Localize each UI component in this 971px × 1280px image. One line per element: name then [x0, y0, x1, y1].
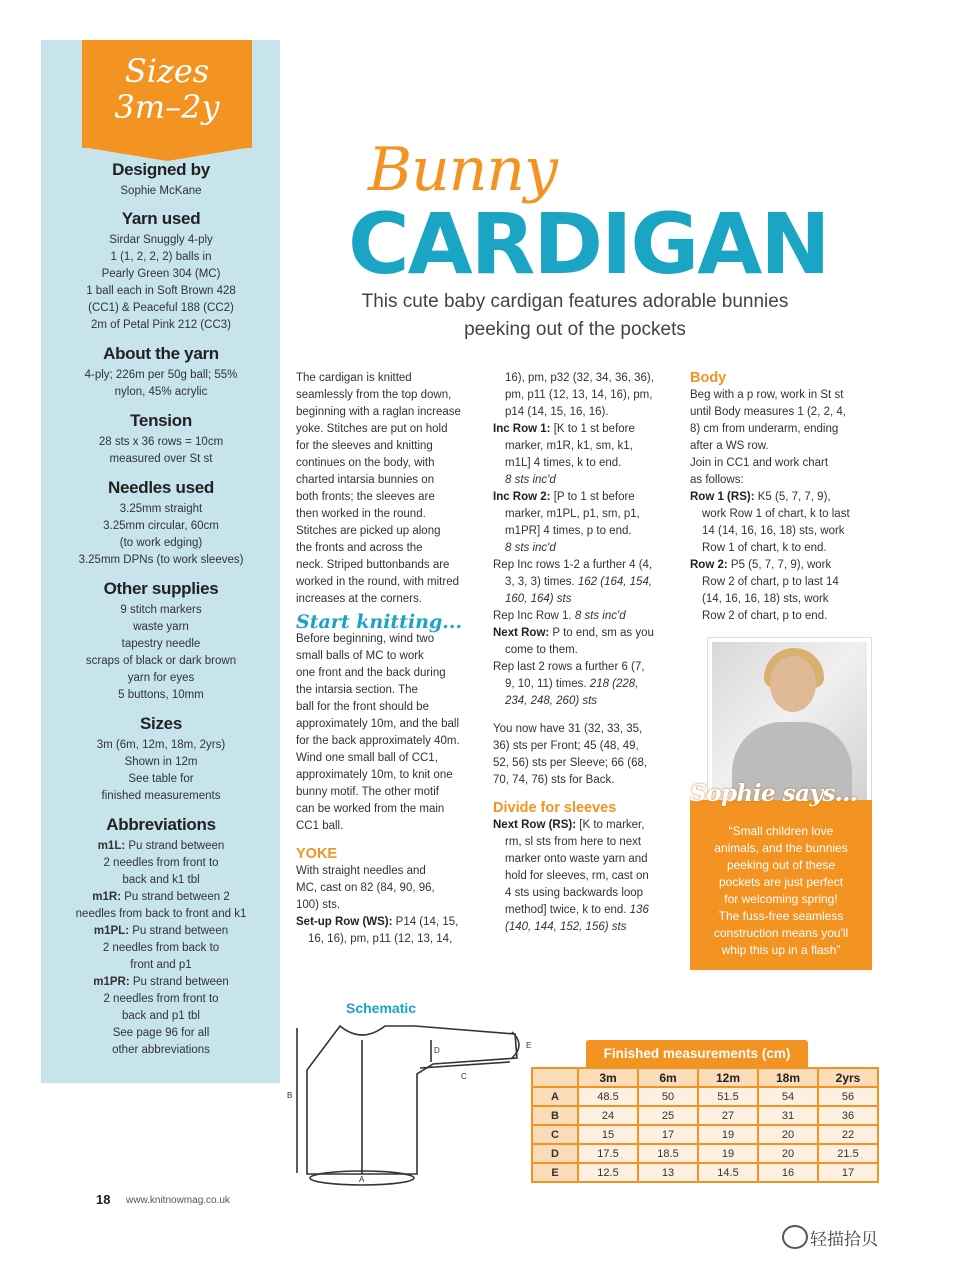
body-line: m1PR] 4 times, p to end.: [505, 525, 632, 537]
section-line: Sophie McKane: [120, 185, 202, 197]
table-cell: 12.5: [578, 1163, 638, 1182]
body-line: [493, 472, 685, 489]
body-line: continues on the body, with: [296, 457, 435, 469]
body-line: come to them.: [505, 644, 578, 656]
section-line: 9 stitch markers: [120, 604, 202, 616]
abbrev-line: [55, 923, 267, 940]
designed-by-section: [55, 160, 267, 200]
body-line: ball for the front should be: [296, 701, 429, 713]
schematic-diagram: [285, 1018, 535, 1188]
other-supplies-section: [55, 579, 267, 704]
row-text: [P to 1 st before: [550, 491, 635, 503]
table-row: [532, 1106, 878, 1125]
body-line: marker, m1PL, p1, sm, p1,: [505, 508, 640, 520]
table-cell: 54: [758, 1087, 818, 1106]
body-line: the intarsia section. The: [296, 684, 418, 696]
row-text: 3, 3, 3) times.: [505, 576, 578, 588]
section-line: 28 sts x 36 rows = 10cm: [98, 436, 224, 448]
column-header: 12m: [698, 1068, 758, 1087]
body-line: You now have 31 (32, 33, 35,: [493, 723, 643, 735]
body-line: seamlessly from the top down,: [296, 389, 452, 401]
table-cell: 14.5: [698, 1163, 758, 1182]
abbrev-line: back and k1 tbl: [122, 874, 200, 886]
section-line: yarn for eyes: [127, 672, 195, 684]
abbrev-def: Pu strand between: [125, 840, 225, 852]
stitch-count: 160, 164) sts: [505, 593, 572, 605]
column-3: [690, 370, 875, 625]
abbrev-term: m1L:: [97, 840, 126, 852]
column-header: 6m: [638, 1068, 698, 1087]
label-b: B: [287, 1091, 293, 1100]
quote-line: whip this up in a flash”: [721, 943, 841, 957]
stitch-count: 8 sts inc'd: [505, 474, 556, 486]
abbrev-def: Pu strand between: [129, 925, 229, 937]
section-line: 3.25mm DPNs (to work sleeves): [78, 554, 244, 566]
row-text: P14 (14, 15,: [392, 916, 459, 928]
abbreviations-section: [55, 815, 267, 1059]
body-line: hold for sleeves, rm, cast on: [505, 870, 649, 882]
subtitle-line: This cute baby cardigan features adorable bunnies: [361, 291, 789, 312]
body-line: marker, m1R, k1, sm, k1,: [505, 440, 633, 452]
section-line: (to work edging): [119, 537, 203, 549]
table-row: [532, 1087, 878, 1106]
body-line: then worked in the round.: [296, 508, 426, 520]
abbrev-line: [55, 838, 267, 855]
abbrev-term: m1PL:: [93, 925, 130, 937]
section-line: 5 buttons, 10mm: [118, 689, 204, 701]
title-script: Bunny: [368, 135, 557, 205]
body-line: With straight needles and: [296, 865, 426, 877]
body-line: Row 1 of chart, k to end.: [702, 542, 827, 554]
abbrev-line: [55, 974, 267, 991]
section-title: Other supplies: [103, 579, 219, 598]
body-line: 100) sts.: [296, 899, 341, 911]
measurements-title: Finished measurements (cm): [586, 1040, 808, 1068]
column-1: [296, 370, 486, 948]
table-cell: 17: [818, 1163, 878, 1182]
section-line: 1 (1, 2, 2, 2) balls in: [110, 251, 212, 263]
body-line: rm, sl sts from here to next: [505, 836, 642, 848]
column-header: 3m: [578, 1068, 638, 1087]
table-cell: 56: [818, 1087, 878, 1106]
body-line: marker onto waste yarn and: [505, 853, 648, 865]
body-line: after a WS row.: [690, 440, 769, 452]
body-line: Wind one small ball of CC1,: [296, 752, 438, 764]
sizes-section: [55, 714, 267, 805]
row-label: C: [532, 1125, 578, 1144]
subtitle: [340, 288, 810, 344]
body-line: as follows:: [690, 474, 744, 486]
row-text: K5 (5, 7, 7, 9),: [754, 491, 831, 503]
table-cell: 16: [758, 1163, 818, 1182]
table-cell: 24: [578, 1106, 638, 1125]
needles-section: [55, 478, 267, 569]
section-title: Abbreviations: [106, 815, 216, 834]
body-line: bunny motif. The other motif: [296, 786, 439, 798]
body-line: Before beginning, wind two: [296, 633, 435, 645]
abbrev-line: 2 needles from front to: [103, 993, 219, 1005]
body-line: m1L] 4 times, k to end.: [505, 457, 622, 469]
body-line: small balls of MC to work: [296, 650, 424, 662]
row-text: [K to 1 st before: [550, 423, 635, 435]
body-line: [493, 608, 685, 625]
body-line: beginning with a raglan increase: [296, 406, 461, 418]
section-line: 3.25mm straight: [119, 503, 203, 515]
table-cell: 17.5: [578, 1144, 638, 1163]
sizes-badge-tip: [82, 147, 252, 161]
body-line: 14 (14, 16, 16, 18) sts, work: [702, 525, 845, 537]
abbrev-line: See page 96 for all: [112, 1027, 210, 1039]
stitch-count: 162 (164, 154,: [577, 576, 653, 588]
table-cell: 20: [758, 1125, 818, 1144]
body-line: Stitches are picked up along: [296, 525, 441, 537]
body-line: until Body measures 1 (2, 2, 4,: [690, 406, 846, 418]
label-c: C: [461, 1072, 467, 1081]
section-line: tapestry needle: [121, 638, 201, 650]
table-row: [532, 1163, 878, 1182]
abbrev-term: m1R:: [92, 891, 122, 903]
table-cell: 18.5: [638, 1144, 698, 1163]
row-text: 9, 10, 11) times.: [505, 678, 590, 690]
section-line: measured over St st: [109, 453, 213, 465]
body-heading: Body: [690, 370, 727, 386]
section-line: waste yarn: [133, 621, 189, 633]
body-line: 16, 16), pm, p11 (12, 13, 14,: [308, 933, 453, 945]
body-line: 8) cm from underarm, ending: [690, 423, 839, 435]
table-row: [532, 1125, 878, 1144]
abbrev-line: 2 needles from back to: [102, 942, 220, 954]
row-label: D: [532, 1144, 578, 1163]
body-line: 16), pm, p32 (32, 34, 36, 36),: [505, 372, 654, 384]
body-line: [493, 919, 685, 936]
body-line: approximately 10m, to knit one: [296, 769, 453, 781]
row-text: P to end, sm as you: [549, 627, 654, 639]
stitch-count: (140, 144, 152, 156) sts: [505, 921, 627, 933]
quote-line: animals, and the bunnies: [714, 841, 848, 855]
dimension-c-line: [420, 1062, 510, 1068]
wechat-icon: [782, 1225, 808, 1249]
yoke-heading: YOKE: [296, 846, 338, 862]
table-cell: 25: [638, 1106, 698, 1125]
body-line: Rep last 2 rows a further 6 (7,: [493, 661, 645, 673]
section-title: Sizes: [140, 714, 182, 733]
body-line: [493, 693, 685, 710]
table-corner: [532, 1068, 578, 1087]
quote-title: Sophie says...: [690, 780, 858, 807]
abbrev-def: Pu strand between: [129, 976, 229, 988]
body-line: [690, 489, 875, 506]
row-label: Next Row:: [493, 627, 550, 639]
section-line: 2m of Petal Pink 212 (CC3): [91, 319, 231, 331]
table-cell: 27: [698, 1106, 758, 1125]
body-line: MC, cast on 82 (84, 90, 96,: [296, 882, 435, 894]
section-title: About the yarn: [103, 344, 219, 363]
body-line: 70, 74, 76) sts for Back.: [493, 774, 615, 786]
table-cell: 51.5: [698, 1087, 758, 1106]
table-cell: 21.5: [818, 1144, 878, 1163]
column-header: 18m: [758, 1068, 818, 1087]
stitch-count: 8 sts inc'd: [505, 542, 556, 554]
abbrev-line: back and p1 tbl: [121, 1010, 200, 1022]
row-text: P5 (5, 7, 7, 9), work: [727, 559, 832, 571]
body-line: can be worked from the main: [296, 803, 445, 815]
table-cell: 15: [578, 1125, 638, 1144]
quote-line: construction means you'll: [713, 926, 849, 940]
measurements-table: [531, 1067, 879, 1183]
body-line: for the back approximately 40m.: [296, 735, 460, 747]
body-line: Row 2 of chart, p to end.: [702, 610, 828, 622]
table-cell: 19: [698, 1144, 758, 1163]
body-line: the fronts and across the: [296, 542, 423, 554]
page-number: 18: [96, 1192, 111, 1207]
watermark: 轻描拾贝: [810, 1230, 878, 1250]
quote-line: “Small children love: [728, 824, 834, 838]
body-line: CC1 ball.: [296, 820, 344, 832]
section-line: finished measurements: [101, 790, 221, 802]
row-text: method] twice, k to end.: [505, 904, 630, 916]
subtitle-line: peeking out of the pockets: [464, 319, 686, 340]
yarn-used-section: [55, 209, 267, 334]
schematic-title: Schematic: [346, 1000, 417, 1016]
abbrev-line: needles from back to front and k1: [75, 908, 247, 920]
table-cell: 17: [638, 1125, 698, 1144]
section-line: scraps of black or dark brown: [85, 655, 237, 667]
row-label: A: [532, 1087, 578, 1106]
section-title: Yarn used: [121, 209, 201, 228]
table-cell: 36: [818, 1106, 878, 1125]
section-title: Designed by: [112, 160, 210, 179]
body-line: [493, 591, 685, 608]
body-line: charted intarsia bunnies on: [296, 474, 435, 486]
label-d: D: [434, 1046, 440, 1055]
body-line: 52, 56) sts per Sleeve; 66 (68,: [493, 757, 648, 769]
abbrev-term: m1PR:: [93, 976, 130, 988]
website-url[interactable]: www.knitnowmag.co.uk: [126, 1195, 230, 1206]
abbrev-line: other abbreviations: [112, 1044, 210, 1056]
row-label: Next Row (RS):: [493, 819, 577, 831]
body-line: [493, 625, 685, 642]
table-cell: 22: [818, 1125, 878, 1144]
body-line: 4 sts using backwards loop: [505, 887, 644, 899]
section-line: Sirdar Snuggly 4-ply: [109, 234, 213, 246]
page-title: CARDIGAN: [348, 195, 829, 293]
table-cell: 13: [638, 1163, 698, 1182]
body-line: [296, 914, 486, 931]
body-line: [493, 676, 685, 693]
stitch-count: 8 sts inc'd: [574, 610, 626, 622]
body-line: [493, 421, 685, 438]
row-label: Inc Row 2:: [493, 491, 551, 503]
body-line: The cardigan is knitted: [296, 372, 412, 384]
table-cell: 48.5: [578, 1087, 638, 1106]
body-line: work Row 1 of chart, k to last: [702, 508, 850, 520]
table-cell: 50: [638, 1087, 698, 1106]
section-line: Shown in 12m: [124, 756, 198, 768]
body-line: p14 (14, 15, 16, 16).: [505, 406, 609, 418]
body-line: pm, p11 (12, 13, 14, 16), pm,: [505, 389, 653, 401]
row-label: B: [532, 1106, 578, 1125]
body-line: increases at the corners.: [296, 593, 422, 605]
table-row: [532, 1144, 878, 1163]
badge-line-1: Sizes: [124, 52, 210, 90]
body-line: Row 2 of chart, p to last 14: [702, 576, 839, 588]
body-line: approximately 10m, and the ball: [296, 718, 460, 730]
abbrev-line: front and p1: [130, 959, 192, 971]
row-label: Row 1 (RS):: [690, 491, 755, 503]
stitch-count: 234, 248, 260) sts: [505, 695, 598, 707]
body-line: 36) sts per Front; 45 (48, 49,: [493, 740, 639, 752]
body-line: Beg with a p row, work in St st: [690, 389, 844, 401]
section-line: (CC1) & Peaceful 188 (CC2): [88, 302, 234, 314]
tension-section: [55, 411, 267, 468]
section-line: 4-ply; 226m per 50g ball; 55%: [84, 369, 238, 381]
section-title: Needles used: [107, 478, 214, 497]
quote-line: peeking out of these: [726, 858, 836, 872]
abbrev-def: Pu strand between 2: [121, 891, 230, 903]
divide-sleeves-heading: Divide for sleeves: [493, 800, 617, 816]
row-label: Row 2:: [690, 559, 728, 571]
row-text: [K to marker,: [576, 819, 645, 831]
body-line: yoke. Stitches are put on hold: [296, 423, 448, 435]
quote-line: for welcoming spring!: [724, 892, 838, 906]
stitch-count: 218 (228,: [589, 678, 639, 690]
quote-line: pockets are just perfect: [718, 875, 844, 889]
stitch-count: 136: [629, 904, 649, 916]
abbrev-line: 2 needles from front to: [103, 857, 219, 869]
label-e: E: [526, 1041, 532, 1050]
table-header-row: [532, 1068, 878, 1087]
start-knitting-heading: Start knitting...: [296, 611, 463, 633]
body-line: [493, 489, 685, 506]
body-line: [690, 557, 875, 574]
label-a: A: [359, 1175, 365, 1184]
body-line: Rep Inc rows 1-2 a further 4 (4,: [493, 559, 653, 571]
body-line: [493, 540, 685, 557]
body-line: [493, 902, 685, 919]
about-yarn-section: [55, 344, 267, 401]
body-line: one front and the back during: [296, 667, 446, 679]
row-label: Set-up Row (WS):: [296, 916, 393, 928]
row-text: Rep Inc Row 1.: [493, 610, 575, 622]
section-line: 1 ball each in Soft Brown 428: [86, 285, 236, 297]
table-cell: 31: [758, 1106, 818, 1125]
section-line: nylon, 45% acrylic: [114, 386, 208, 398]
section-line: 3.25mm circular, 60cm: [103, 520, 219, 532]
body-line: (14, 16, 16, 18) sts, work: [702, 593, 829, 605]
body-line: Join in CC1 and work chart: [690, 457, 829, 469]
badge-line-2: 3m–2y: [114, 88, 220, 126]
cardigan-outline: [307, 1026, 517, 1174]
abbrev-line: [55, 889, 267, 906]
body-line: [493, 574, 685, 591]
body-line: worked in the round, with mitred: [296, 576, 459, 588]
body-line: both fronts; the sleeves are: [296, 491, 435, 503]
row-label: Inc Row 1:: [493, 423, 551, 435]
body-line: neck. Striped buttonbands are: [296, 559, 450, 571]
quote-line: The fuss-free seamless: [718, 909, 844, 923]
table-cell: 20: [758, 1144, 818, 1163]
section-title: Tension: [130, 411, 192, 430]
section-line: 3m (6m, 12m, 18m, 2yrs): [96, 739, 226, 751]
column-header: 2yrs: [818, 1068, 878, 1087]
section-line: See table for: [128, 773, 194, 785]
quote-text: [696, 823, 866, 959]
body-line: [493, 817, 685, 834]
table-cell: 19: [698, 1125, 758, 1144]
body-line: for the sleeves and knitting: [296, 440, 433, 452]
row-label: E: [532, 1163, 578, 1182]
column-2: [493, 370, 685, 936]
section-line: Pearly Green 304 (MC): [101, 268, 221, 280]
